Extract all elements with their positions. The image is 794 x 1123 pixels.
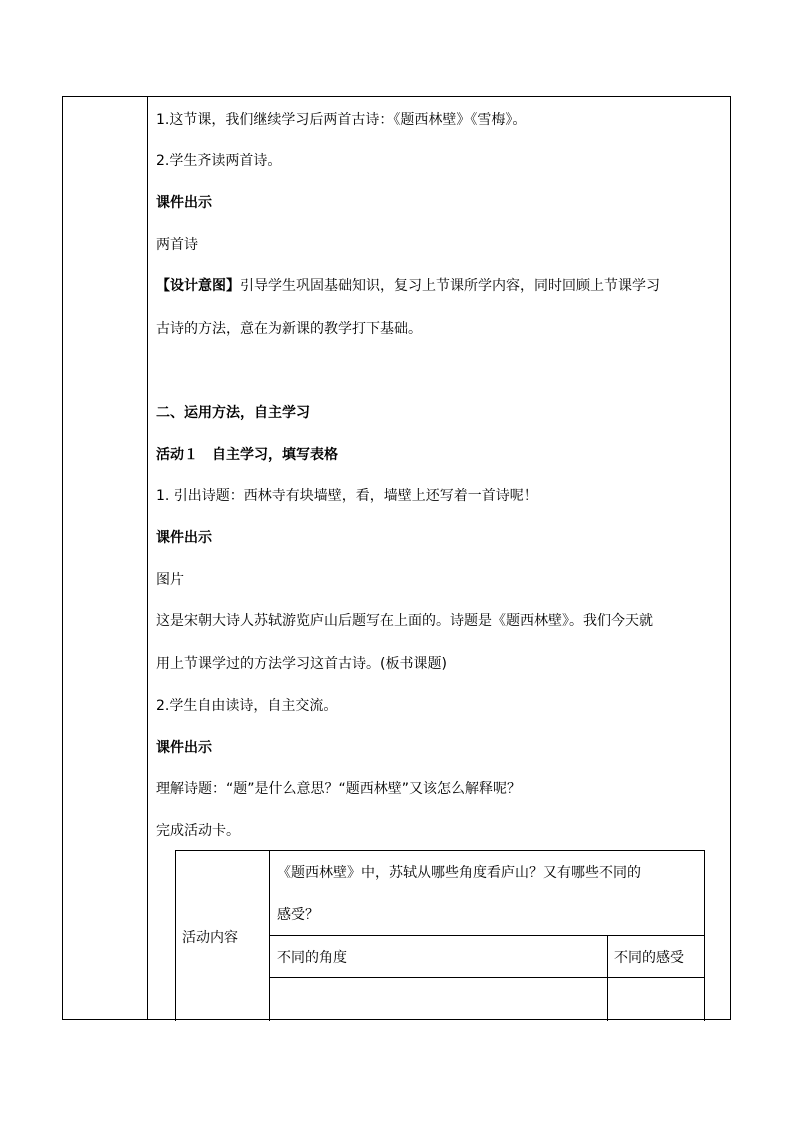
poem-background-continued: 用上节课学过的方法学习这首古诗。(板书课题): [156, 656, 447, 672]
intro-paragraph: 1.这节课，我们继续学习后两首古诗：《题西林壁》《雪梅》。: [156, 112, 527, 128]
feeling-column-header: 不同的感受: [614, 950, 684, 966]
design-intent-continued: 古诗的方法，意在为新课的教学打下基础。: [156, 321, 422, 337]
complete-activity-card: 完成活动卡。: [156, 823, 240, 839]
design-intent-label: 【设计意图】: [156, 278, 240, 294]
activity-table-divider: [269, 977, 705, 978]
step-free-reading: 2.学生自由读诗，自主交流。: [156, 698, 338, 714]
angle-column-header: 不同的角度: [277, 950, 347, 966]
courseware-heading: 课件出示: [156, 195, 212, 211]
courseware-content: 两首诗: [156, 237, 198, 253]
step-read-poems: 2.学生齐读两首诗。: [156, 153, 282, 169]
title-question: 理解诗题：“题”是什么意思？“题西林壁”又该怎么解释呢？: [156, 781, 522, 797]
activity-question-continued: 感受？: [277, 907, 319, 923]
activity-table-divider: [607, 935, 608, 1021]
step-introduce-title: 1. 引出诗题：西林寺有块墙壁，看，墙壁上还写着一首诗呢！: [156, 488, 538, 504]
design-intent-text: 引导学生巩固基础知识，复习上节课所学内容，同时回顾上节课学习: [240, 278, 660, 294]
design-intent-paragraph: [156, 277, 660, 295]
section-heading: 二、运用方法，自主学习: [156, 405, 310, 421]
activity-heading: 活动１ 自主学习，填写表格: [156, 447, 338, 463]
table-column-divider: [147, 96, 148, 1020]
courseware-heading: 课件出示: [156, 530, 212, 546]
activity-content-label: 活动内容: [182, 930, 238, 946]
poem-background-paragraph: 这是宋朝大诗人苏轼游览庐山后题写在上面的。诗题是《题西林壁》。我们今天就: [156, 613, 653, 629]
courseware-heading: 课件出示: [156, 740, 212, 756]
activity-question: 《题西林壁》中，苏轼从哪些角度看庐山？又有哪些不同的: [277, 865, 641, 881]
activity-table-divider: [269, 935, 705, 936]
courseware-content: 图片: [156, 572, 184, 588]
